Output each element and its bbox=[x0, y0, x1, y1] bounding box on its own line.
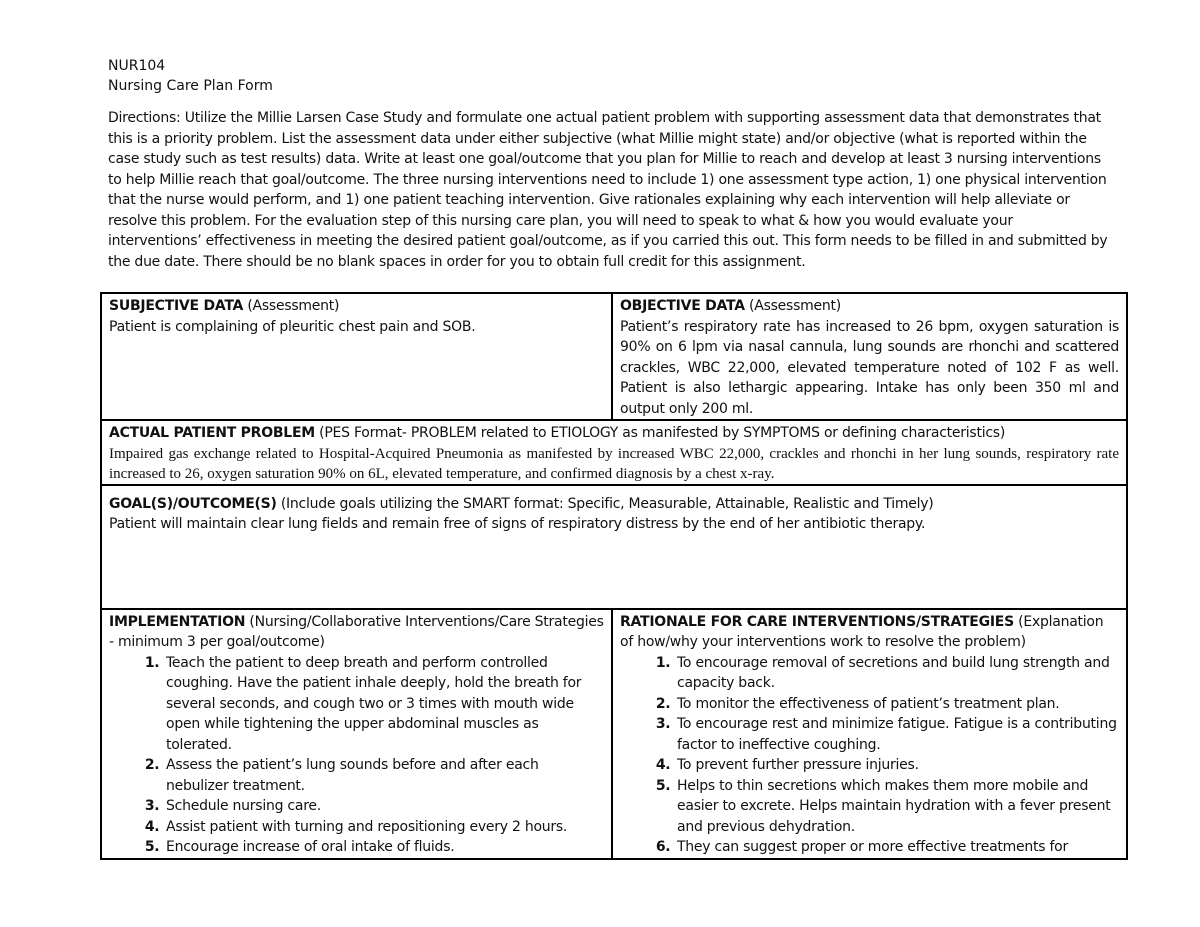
directions-paragraph: Directions: Utilize the Millie Larsen Case Study and formulate one actual patient problem with supporting assessment data that demonstrates that this is a priority problem. List the assessment data under either subjective (what Millie might state) and/or objective (what is reported within the case study such as test results) data. Write at least one goal/outcome that you plan for Millie to reach and develop at least 3 nursing interventions to help Millie reach that goal/outcome. The three nursing interventions need to include 1) one assessment type action, 1) one physical intervention that the nurse would perform, and 1) one patient teaching intervention. Give rationales explaining why each intervention will help alleviate or resolve this problem. For the evaluation step of this nursing care plan, you will need to speak to what & how you would evaluate your interventions’ effectiveness in meeting the desired patient goal/outcome, as if you carried this out. This form needs to be filled in and submitted by the due date. There should be no blank spaces in order for you to obtain full credit for this assignment. bbox=[108, 110, 1108, 270]
implementation-item: 2. Assess the patient’s lung sounds before and after each nebulizer treatment. bbox=[164, 755, 604, 796]
objective-title: OBJECTIVE DATA bbox=[620, 298, 745, 314]
assessment-row bbox=[101, 293, 1127, 420]
course-code: NUR104 bbox=[108, 58, 166, 74]
interventions-row bbox=[101, 609, 1127, 859]
rationale-item: 1. To encourage removal of secretions and build lung strength and capacity back. bbox=[675, 653, 1119, 694]
implementation-item: 1. Teach the patient to deep breath and perform controlled coughing. Have the patient inhale deeply, hold the breath for several seconds, and cough two or 3 times with mouth wide open while tightening the upper abdominal muscles as tolerated. bbox=[164, 653, 604, 756]
implementation-cell bbox=[101, 609, 612, 859]
form-title: Nursing Care Plan Form bbox=[108, 78, 273, 94]
subjective-title: SUBJECTIVE DATA bbox=[109, 298, 244, 314]
implementation-item: 3. Schedule nursing care. bbox=[164, 796, 604, 817]
rationale-item: 3. To encourage rest and minimize fatigue. Fatigue is a contributing factor to ineffective coughing. bbox=[675, 714, 1119, 755]
problem-text: Impaired gas exchange related to Hospital-Acquired Pneumonia as manifested by increased WBC 22,000, crackles and rhonchi in her lung sounds, respiratory rate increased to 26, oxygen saturation 90% on 6L, elevated temperature, and confirmed diagnosis by a chest x-ray. bbox=[109, 445, 1119, 482]
subjective-text: Patient is complaining of pleuritic chest pain and SOB. bbox=[109, 318, 476, 335]
objective-subtitle: (Assessment) bbox=[749, 298, 841, 314]
implementation-title: IMPLEMENTATION bbox=[109, 613, 246, 630]
implementation-item: 5. Encourage increase of oral intake of fluids. bbox=[164, 837, 604, 858]
goal-title: GOAL(S)/OUTCOME(S) bbox=[109, 495, 277, 512]
rationale-item: 2. To monitor the effectiveness of patient’s treatment plan. bbox=[675, 694, 1119, 715]
rationale-subtitle: (Explanation of how/why your interventions work to resolve the problem) bbox=[620, 613, 1104, 650]
implementation-list bbox=[109, 653, 604, 858]
goal-row bbox=[101, 485, 1127, 609]
subjective-subtitle: (Assessment) bbox=[247, 298, 340, 314]
goal-subtitle: (Include goals utilizing the SMART format: Specific, Measurable, Attainable, Realistic and Timely) bbox=[280, 495, 934, 512]
care-plan-table bbox=[100, 292, 1128, 860]
goal-outcome-cell bbox=[101, 485, 1127, 609]
goal-text: Patient will maintain clear lung fields and remain free of signs of respiratory distress by the end of her antibiotic therapy. bbox=[109, 516, 926, 532]
rationale-item: 6. They can suggest proper or more effective treatments for bbox=[675, 837, 1119, 858]
rationale-item: 5. Helps to thin secretions which makes them more mobile and easier to excrete. Helps maintain hydration with a fever present and previous dehydration. bbox=[675, 776, 1119, 838]
implementation-subtitle: (Nursing/Collaborative Interventions/Care Strategies - minimum 3 per goal/outcome) bbox=[109, 613, 604, 650]
implementation-item: 4. Assist patient with turning and repositioning every 2 hours. bbox=[164, 817, 604, 838]
objective-text: Patient’s respiratory rate has increased to 26 bpm, oxygen saturation is 90% on 6 lpm via nasal cannula, lung sounds are rhonchi and scattered crackles, WBC 22,000, elevated temperature noted of 102 F as well. Patient is also lethargic appearing. Intake has only been 350 ml and output only 200 ml. bbox=[620, 318, 1119, 417]
rationale-list bbox=[620, 653, 1119, 858]
patient-problem-cell bbox=[101, 420, 1127, 485]
problem-title: ACTUAL PATIENT PROBLEM bbox=[109, 425, 315, 441]
objective-data-cell bbox=[612, 293, 1127, 420]
problem-subtitle: (PES Format- PROBLEM related to ETIOLOGY as manifested by SYMPTOMS or defining characteristics) bbox=[319, 425, 1006, 441]
rationale-cell bbox=[612, 609, 1127, 859]
subjective-data-cell bbox=[101, 293, 612, 420]
problem-row bbox=[101, 420, 1127, 485]
rationale-item: 4. To prevent further pressure injuries. bbox=[675, 755, 1119, 776]
rationale-title: RATIONALE FOR CARE INTERVENTIONS/STRATEGIES bbox=[620, 613, 1014, 630]
